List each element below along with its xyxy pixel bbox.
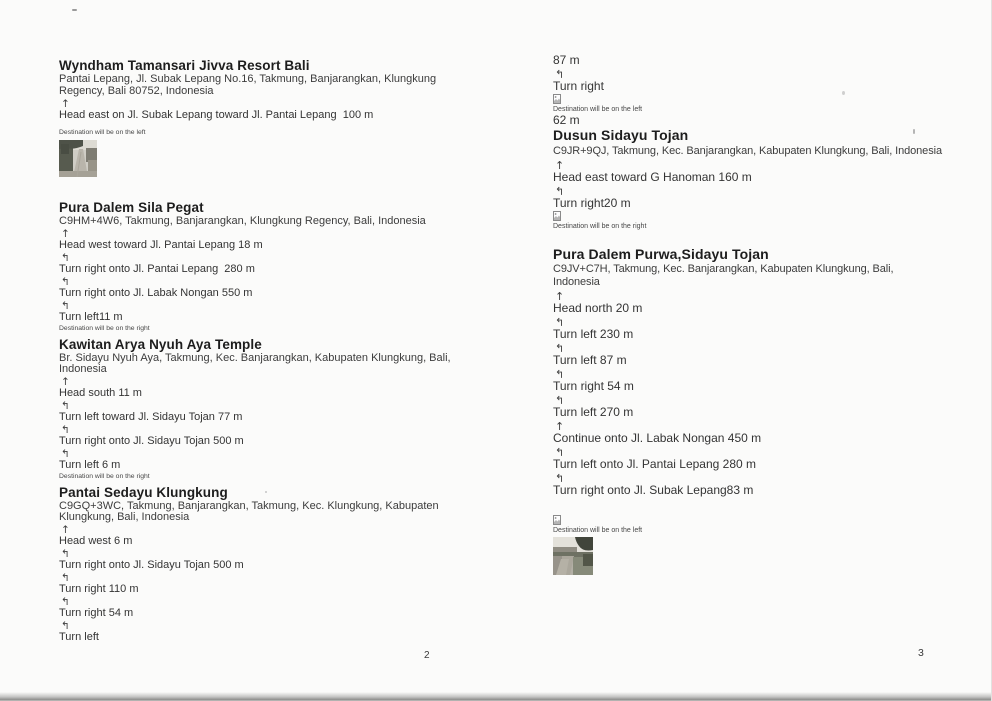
step-instruction: Turn right 54 m: [553, 379, 634, 393]
place-address-line: C9JR+9QJ, Takmung, Kec. Banjarangkan, Kabupaten Klungkung, Bali, Indonesia: [553, 144, 942, 157]
direction-step: [553, 160, 909, 184]
turn-arrow-icon: ↰: [555, 446, 565, 459]
step-instruction: Head east toward G Hanoman 160 m: [553, 169, 752, 184]
place-address-line: Pantai Lepang, Jl. Subak Lepang No.16, Takmung, Banjarangkan, Klungkung: [59, 73, 437, 85]
place-title: Dusun Sidayu Tojan: [553, 127, 689, 143]
destination-note: Destination will be on the left: [553, 106, 643, 113]
page-3-directions-column: [553, 53, 942, 575]
forward-arrow-icon: ↑: [61, 97, 70, 110]
turn-arrow-icon: ↰: [61, 276, 70, 288]
step-instruction: Turn right 110 m: [59, 583, 139, 595]
direction-step: [59, 253, 415, 276]
direction-step: [59, 99, 415, 122]
page-number-3: 3: [918, 647, 924, 659]
direction-step: [553, 421, 909, 445]
turn-arrow-icon: ↰: [555, 394, 565, 407]
turn-arrow-icon: ↰: [61, 620, 70, 632]
place-title: Pantai Sedayu Klungkung: [59, 484, 228, 500]
turn-arrow-icon: ↰: [61, 424, 70, 436]
place-address-line: C9GQ+3WC, Takmung, Banjarangkan, Takmung, Kec. Klungkung, Kabupaten: [59, 499, 439, 512]
place-address-line: Klungkung, Bali, Indonesia: [59, 511, 190, 523]
place-address-line: Indonesia: [553, 276, 600, 288]
place-entry: [553, 127, 942, 158]
turn-arrow-icon: ↰: [555, 472, 565, 485]
step-instruction: Turn left 6 m: [59, 459, 121, 471]
place-title: Pura Dalem Purwa,Sidayu Tojan: [553, 245, 769, 262]
forward-arrow-icon: ↑: [555, 158, 565, 172]
step-instruction: Turn left 230 m: [553, 327, 634, 341]
destination-note: Destination will be on the right: [553, 222, 647, 230]
place-address-line: C9HM+4W6, Takmung, Banjarangkan, Klungkung Regency, Bali, Indonesia: [59, 215, 426, 227]
street-view-photo: [553, 537, 909, 575]
place-entry: [59, 484, 439, 524]
place-title: Wyndham Tamansari Jivva Resort Bali: [59, 58, 310, 73]
turn-arrow-icon: ↰: [555, 68, 565, 81]
step-instruction: Turn left 270 m: [553, 405, 634, 419]
step-instruction: Turn left onto Jl. Pantai Lepang 280 m: [553, 457, 757, 471]
direction-step: [553, 343, 909, 367]
forward-arrow-icon: ↑: [555, 290, 565, 303]
place-address-line: Br. Sidayu Nyuh Aya, Takmung, Kec. Banjarangkan, Kabupaten Klungkung, Bali,: [59, 351, 451, 364]
turn-arrow-icon: ↰: [61, 448, 70, 460]
step-instruction: Head west toward Jl. Pantai Lepang 18 m: [59, 239, 263, 251]
scan-speck: [842, 91, 845, 95]
place-address-line: C9JV+C7H, Takmung, Kec. Banjarangkan, Kabupaten Klungkung, Bali,: [553, 263, 894, 275]
forward-arrow-icon: ↑: [61, 376, 70, 388]
scan-speck: [265, 491, 267, 493]
direction-step: [553, 69, 909, 93]
step-instruction: Turn right onto Jl. Pantai Lepang 280 m: [59, 263, 255, 275]
scan-speck: [913, 129, 915, 134]
place-entry: [59, 336, 451, 376]
broken-image-icon: [553, 94, 909, 105]
step-instruction: Turn right onto Jl. Labak Nongan 550 m: [59, 287, 253, 299]
direction-step: [553, 186, 909, 210]
step-instruction: Turn left: [59, 631, 99, 643]
turn-arrow-icon: ↰: [555, 184, 565, 198]
direction-step: [59, 277, 415, 300]
step-instruction: Head east on Jl. Subak Lepang toward Jl. Pantai Lepang 100 m: [59, 108, 374, 121]
forward-arrow-icon: ↑: [555, 420, 565, 433]
destination-note: Destination will be on the right: [59, 472, 150, 480]
step-instruction: Turn right onto Jl. Subak Lepang83 m: [553, 483, 754, 497]
scan-speck: [72, 9, 77, 11]
place-address-line: Indonesia: [59, 363, 107, 375]
direction-step: [59, 449, 415, 472]
direction-step: [59, 549, 415, 572]
direction-step: [59, 425, 415, 448]
direction-step: [553, 395, 909, 419]
step-instruction: Turn left toward Jl. Sidayu Tojan 77 m: [59, 411, 243, 423]
forward-arrow-icon: ↑: [61, 524, 70, 536]
step-instruction: Turn left11 m: [59, 311, 123, 323]
direction-step: [553, 291, 909, 315]
place-entry: [59, 57, 437, 97]
direction-step: [553, 447, 909, 471]
page-2-directions-column: [59, 57, 451, 644]
direction-step: [59, 301, 415, 324]
destination-note: Destination will be on the left: [59, 129, 146, 136]
step-instruction: Turn right: [553, 79, 604, 93]
direction-step: [59, 229, 415, 252]
destination-note: Destination will be on the left: [553, 527, 643, 534]
turn-arrow-icon: ↰: [61, 300, 70, 312]
step-instruction: Head west 6 m: [59, 535, 133, 547]
place-entry: [59, 199, 426, 228]
broken-image-icon: [553, 515, 909, 526]
direction-step: [553, 317, 909, 341]
destination-note: Destination will be on the right: [59, 324, 150, 332]
direction-step: [59, 597, 415, 620]
scan-edge-shadow: [0, 692, 992, 701]
place-address-line: Regency, Bali 80752, Indonesia: [59, 84, 214, 97]
step-instruction: Turn right onto Jl. Sidayu Tojan 500 m: [59, 559, 244, 571]
direction-step: [59, 621, 415, 644]
direction-step: [553, 369, 909, 393]
broken-image-icon: [553, 211, 909, 222]
distance-label: 87 m: [553, 53, 580, 67]
page-number-2: 2: [424, 650, 430, 661]
turn-arrow-icon: ↰: [61, 252, 70, 264]
step-instruction: Head north 20 m: [553, 301, 643, 315]
street-view-photo: [59, 140, 415, 177]
distance-label: 62 m: [553, 113, 580, 127]
direction-step: [59, 525, 415, 548]
place-title: Pura Dalem Sila Pegat: [59, 200, 204, 215]
step-instruction: Turn right20 m: [553, 195, 631, 210]
turn-arrow-icon: ↰: [61, 596, 70, 608]
turn-arrow-icon: ↰: [61, 572, 70, 584]
turn-arrow-icon: ↰: [555, 316, 565, 329]
direction-step: [59, 401, 415, 424]
place-entry: [553, 246, 909, 290]
forward-arrow-icon: ↑: [61, 228, 70, 240]
turn-arrow-icon: ↰: [61, 548, 70, 560]
turn-arrow-icon: ↰: [555, 368, 565, 381]
step-instruction: Head south 11 m: [59, 387, 142, 399]
direction-step: [553, 473, 909, 497]
step-instruction: Continue onto Jl. Labak Nongan 450 m: [553, 431, 762, 445]
place-title: Kawitan Arya Nyuh Aya Temple: [59, 336, 262, 352]
step-instruction: Turn left 87 m: [553, 353, 627, 367]
step-instruction: Turn right onto Jl. Sidayu Tojan 500 m: [59, 435, 244, 447]
turn-arrow-icon: ↰: [555, 342, 565, 355]
turn-arrow-icon: ↰: [61, 400, 70, 412]
direction-step: [59, 573, 415, 596]
direction-step: [59, 377, 415, 400]
step-instruction: Turn right 54 m: [59, 607, 134, 619]
